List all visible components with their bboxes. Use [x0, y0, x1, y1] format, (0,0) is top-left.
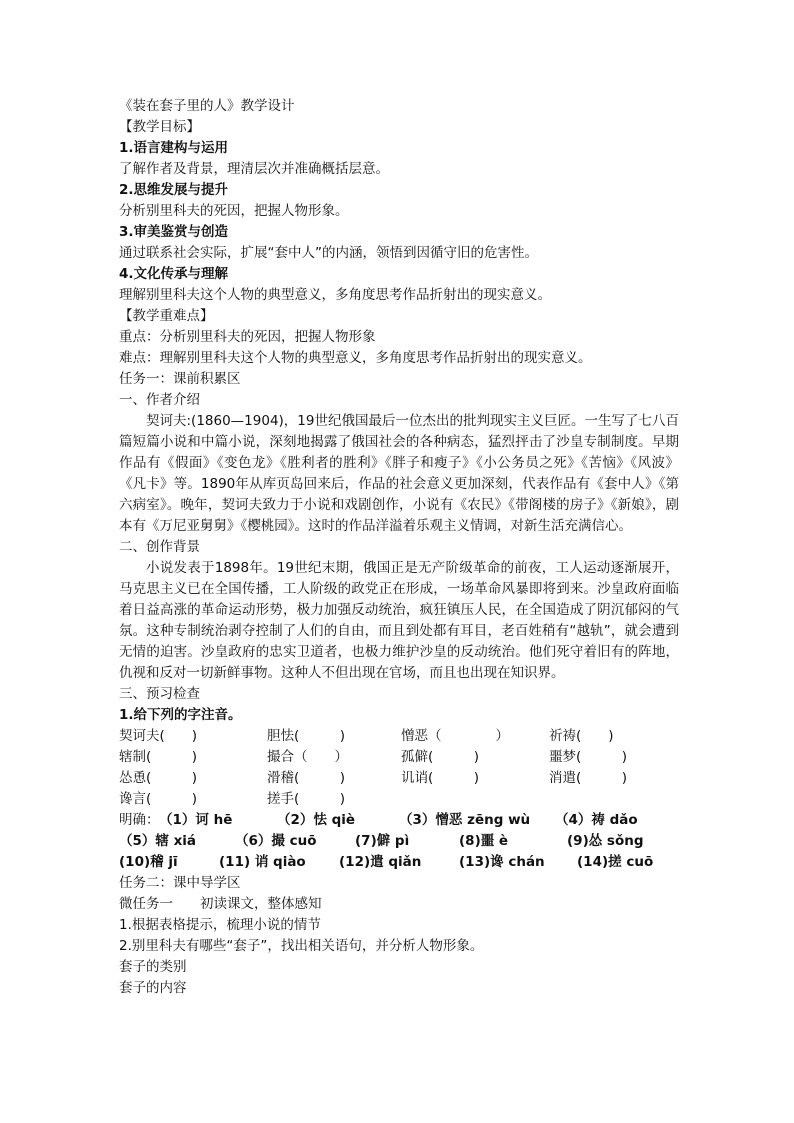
key-point: 重点：分析别里科夫的死因，把握人物形象 [119, 329, 376, 345]
author-heading: 一、作者介绍 [119, 392, 200, 408]
question-one: 1.给下列的字注音。 [119, 707, 242, 723]
answer-label: 明确： [119, 812, 160, 828]
answer-item: （5）辖 xiá [119, 833, 197, 849]
word-item: 契诃夫( ) [119, 728, 198, 744]
answer-item: (10)稽 jī [119, 854, 178, 870]
word-row [119, 747, 679, 768]
answer-item: （3）憎恶 zēng wù [399, 812, 531, 828]
goal-text: 分析别里科夫的死因，把握人物形象。 [119, 203, 349, 219]
word-item: 孤僻( ) [401, 749, 480, 765]
background-paragraph: 小说发表于1898年。19世纪末期，俄国正是无产阶级革命的前夜，工人运动逐渐展开，马克思主义已在全国传播，工人阶级的政党正在形成，一场革命风暴即将到来。沙皇政府面临着日益高涨的革命运动形势，极力加强反动统治，疯狂镇压人民，在全国造成了阴沉郁闷的气氛。这种专制统治剥夺控制了人们的自由，而且到处都有耳目，老百姓稍有“越轨”，就会遭到无情的迫害。沙皇政府的忠实卫道者，也极力维护沙皇的反动统治。他们死守着旧有的阵地，仇视和反对一切新鲜事物。这种人不但出现在官场，而且也出现在知识界。 [119, 560, 679, 681]
author-paragraph: 契诃夫:(1860—1904)，19世纪俄国最后一位杰出的批判现实主义巨匠。一生写了七八百篇短篇小说和中篇小说，深刻地揭露了俄国社会的各种病态，猛烈抨击了沙皇专制制度。早期作品有《假面》《变色龙》《胜利者的胜利》《胖子和瘦子》《小公务员之死》《苦恼》《风波》《凡卡》等。1890年从库页岛回来后，作品的社会意义更加深刻，代表作品有《套中人》《第六病室》。晚年，契诃夫致力于小说和戏剧创作，小说有《农民》《带阁楼的房子》《新娘》，剧本有《万尼亚舅舅》《樱桃园》。这时的作品洋溢着乐观主义情调，对新生活充满信心。 [119, 413, 679, 534]
goal-heading: 3.审美鉴赏与创造 [119, 224, 229, 240]
word-item: 怂恿( ) [119, 770, 198, 786]
word-item: 辖制( ) [119, 749, 198, 765]
answer-row [119, 831, 679, 852]
answer-item: (12)遣 qiǎn [339, 854, 422, 870]
goal-text: 了解作者及背景，理清层次并准确概括层意。 [119, 161, 389, 177]
word-item: 憎恶（ ） [401, 728, 509, 744]
answer-row [119, 852, 679, 873]
answer-item: （2）怯 qiè [277, 812, 356, 828]
word-item: 滑稽( ) [267, 770, 346, 786]
word-item: 撮合（ ） [267, 749, 348, 765]
answer-row [119, 810, 679, 831]
table-row-content: 套子的内容 [119, 980, 187, 996]
word-item: 祈祷( ) [549, 728, 614, 744]
document-page [119, 96, 679, 999]
task-one-heading: 任务一：课前积累区 [119, 371, 241, 387]
step-one: 1.根据表格提示，梳理小说的情节 [119, 917, 321, 933]
difficult-point: 难点：理解别里科夫这个人物的典型意义，多角度思考作品折射出的现实意义。 [119, 350, 592, 366]
answer-item: （4）祷 dǎo [555, 812, 638, 828]
goal-text: 理解别里科夫这个人物的典型意义，多角度思考作品折射出的现实意义。 [119, 287, 551, 303]
document-title: 《装在套子里的人》教学设计 [119, 98, 295, 114]
goal-heading: 4.文化传承与理解 [119, 266, 229, 282]
background-heading: 二、创作背景 [119, 539, 200, 555]
answer-item: (7)僻 pì [355, 833, 410, 849]
micro-task-heading: 微任务一 初读课文，整体感知 [119, 896, 322, 912]
key-heading: 【教学重难点】 [119, 308, 214, 324]
goal-heading: 2.思维发展与提升 [119, 182, 229, 198]
task-two-heading: 任务二：课中导学区 [119, 875, 241, 891]
word-row [119, 768, 679, 789]
step-two: 2.别里科夫有哪些“套子”，找出相关语句，并分析人物形象。 [119, 938, 484, 954]
goal-text: 通过联系社会实际，扩展“套中人”的内涵，领悟到因循守旧的危害性。 [119, 245, 538, 261]
word-item: 搓手( ) [267, 791, 346, 807]
goals-heading: 【教学目标】 [119, 119, 200, 135]
answer-item: (14)搓 cuō [577, 854, 654, 870]
word-item: 讥诮( ) [401, 770, 480, 786]
goal-heading: 1.语言建构与运用 [119, 140, 229, 156]
word-row [119, 726, 679, 747]
answer-item: （6）撮 cuō [235, 833, 317, 849]
word-item: 噩梦( ) [549, 749, 628, 765]
table-row-category: 套子的类别 [119, 959, 187, 975]
word-row [119, 789, 679, 810]
answer-item: (9)怂 sǒng [567, 833, 644, 849]
answer-item: (13)谗 chán [459, 854, 545, 870]
word-item: 谗言( ) [119, 791, 198, 807]
answer-item: (8)噩 è [459, 833, 509, 849]
preview-heading: 三、预习检查 [119, 686, 200, 702]
word-item: 胆怯( ) [267, 728, 346, 744]
word-item: 消遣( ) [549, 770, 628, 786]
answer-item: (11) 诮 qiào [219, 854, 306, 870]
answer-item: （1）诃 hē [159, 812, 233, 828]
